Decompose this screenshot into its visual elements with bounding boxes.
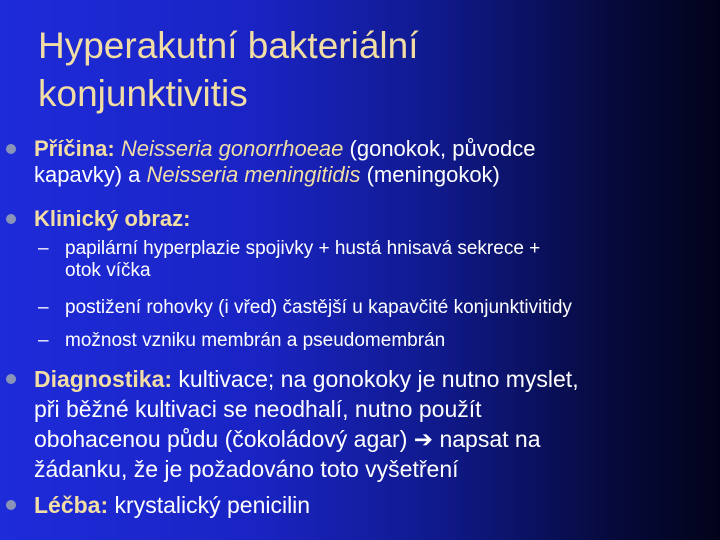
diagnostics-line1 — [34, 364, 714, 394]
subbullet-1-line2: otok víčka — [65, 260, 151, 281]
dash-marker: – — [38, 297, 49, 318]
subbullet-1-text — [65, 238, 715, 282]
diagnostics-line2: při běžné kultivaci se neodhalí, nutno použít — [34, 396, 482, 422]
title-line-2: konjunktivitis — [38, 73, 248, 114]
treatment-label: Léčba: — [34, 492, 109, 518]
bullet-cause-line2 — [34, 162, 714, 188]
title-line-1: Hyperakutní bakteriální — [38, 25, 419, 66]
bullet-clinical-text — [34, 206, 714, 232]
cause-text-2: (meningokok) — [360, 162, 500, 187]
clinical-label: Klinický obraz: — [34, 206, 191, 231]
diagnostics-text-1: kultivace; na gonokoky je nutno myslet, — [172, 366, 579, 392]
bullet-diagnostics-text — [34, 364, 714, 484]
bullet-dot — [6, 144, 16, 154]
cause-line2-pre: kapavky) a — [34, 162, 147, 187]
diagnostics-line3-pre: obohacenou půdu (čokoládový agar) — [34, 426, 414, 452]
arrow-right-icon: ➔ — [413, 426, 434, 452]
bullet-dot — [6, 374, 16, 384]
diagnostics-line3-post: napsat na — [433, 426, 541, 452]
subbullet-2-text: postižení rohovky (i vřed) častější u kapavčité konjunktivitidy — [65, 297, 572, 318]
bullet-dot — [6, 214, 16, 224]
cause-label: Příčina: — [34, 136, 115, 161]
dash-marker: – — [38, 330, 49, 351]
subbullet-1-line1: papilární hyperplazie spojivky + hustá hnisavá sekrece + — [65, 238, 541, 259]
bullet-treatment-text — [34, 490, 714, 520]
diagnostics-line4: žádanku, že je požadováno toto vyšetření — [34, 456, 459, 482]
bullet-cause-line1 — [34, 136, 714, 162]
cause-text-1: (gonokok, původce — [343, 136, 536, 161]
dash-marker: – — [38, 238, 49, 259]
pathogen-gonorrhoeae: Neisseria gonorrhoeae — [120, 136, 344, 161]
treatment-text: krystalický penicilin — [108, 492, 311, 518]
diagnostics-line3 — [34, 424, 714, 454]
slide-title — [38, 22, 678, 118]
diagnostics-label: Diagnostika: — [34, 366, 173, 392]
pathogen-meningitidis: Neisseria meningitidis — [146, 162, 361, 187]
subbullet-3-text: možnost vzniku membrán a pseudomembrán — [65, 330, 446, 351]
bullet-cause-text — [34, 136, 714, 188]
bullet-dot — [6, 500, 16, 510]
